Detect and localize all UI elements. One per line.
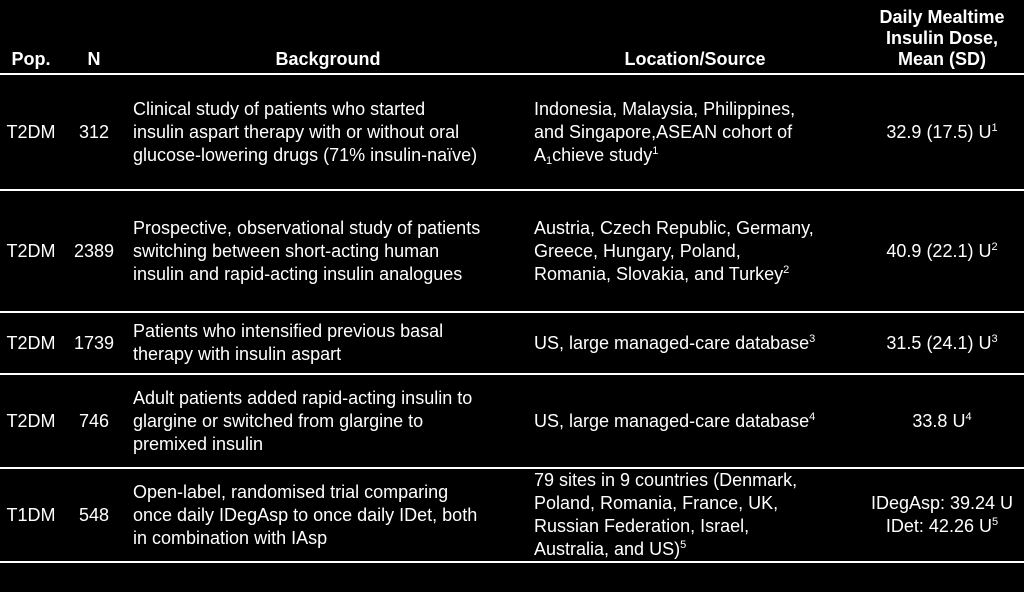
background-line: once daily IDegAsp to once daily IDet, both [133, 504, 478, 525]
background-line: therapy with insulin aspart [133, 344, 342, 364]
location-cell [530, 312, 860, 374]
header-pop: Pop. [11, 49, 51, 69]
location-line: Austria, Czech Republic, Germany, [534, 217, 814, 238]
pop-cell: T2DM [0, 74, 62, 190]
location-line: Greece, Hungary, Poland, [534, 240, 741, 261]
dose-cell [860, 468, 1024, 562]
pop-cell: T2DM [0, 374, 62, 468]
background-line: Adult patients added rapid-acting insulin to [133, 387, 473, 408]
dose-line: 40.9 (22.1) $U^2$ [886, 240, 998, 261]
dose-cell [860, 374, 1024, 468]
background-line: glargine or switched from glargine to [133, 410, 424, 431]
dose-line: 32.9 (17.5) $U^1$ [886, 121, 998, 142]
location-line: US, large managed-care database$^3$ [534, 332, 816, 353]
table-row [0, 74, 1024, 190]
n-cell: 746 [62, 374, 126, 468]
location-line: Russian Federation, Israel, [534, 516, 750, 536]
header-dose-line: Daily Mealtime [879, 7, 1005, 27]
location-line: Indonesia, Malaysia, Philippines, [534, 98, 796, 119]
background-cell [126, 190, 530, 312]
background-line: switching between short-acting human [133, 240, 440, 261]
table-row [0, 190, 1024, 312]
location-line: and Singapore,ASEAN cohort of [534, 121, 793, 142]
location-line: Romania, Slovakia, and Turkey$^2$ [534, 263, 790, 284]
location-line: $A_1chieve$ study$^1$ [534, 144, 659, 167]
header-background: Background [275, 49, 381, 69]
n-cell: 1739 [62, 312, 126, 374]
header-dose [860, 0, 1024, 74]
location-line: Poland, Romania, France, UK, [534, 493, 779, 513]
background-cell [126, 312, 530, 374]
location-line: 79 sites in 9 countries (Denmark, [534, 470, 798, 490]
background-line: Prospective, observational study of patients [133, 217, 481, 238]
pop-cell: T1DM [0, 468, 62, 562]
dose-line: IDegAsp: 39.24 U [870, 493, 1014, 513]
header-n: N [87, 49, 101, 69]
location-cell [530, 374, 860, 468]
background-line: glucose-lowering drugs (71% insulin-naïve) [133, 144, 478, 165]
table-row [0, 468, 1024, 562]
table-row [0, 374, 1024, 468]
background-line: Clinical study of patients who started [133, 98, 426, 119]
background-line: in combination with IAsp [133, 527, 328, 548]
dose-line: IDet: 42.26 $U^5$ [885, 516, 999, 536]
location-line: Australia, and US)$^5$ [534, 539, 687, 559]
background-cell [126, 468, 530, 562]
background-cell [126, 374, 530, 468]
n-cell: 2389 [62, 190, 126, 312]
header-dose-line: Insulin Dose, [885, 28, 999, 48]
background-line: Open-label, randomised trial comparing [133, 481, 449, 502]
dose-cell [860, 190, 1024, 312]
location-cell [530, 74, 860, 190]
dose-cell [860, 312, 1024, 374]
background-line: insulin aspart therapy with or without oral [133, 121, 460, 142]
n-cell: 312 [62, 74, 126, 190]
location-cell [530, 468, 860, 562]
header-dose-line: Mean (SD) [897, 49, 986, 69]
background-line: premixed insulin [133, 433, 264, 454]
background-cell [126, 74, 530, 190]
table-row [0, 312, 1024, 374]
background-line: Patients who intensified previous basal [133, 321, 444, 341]
pop-cell: T2DM [0, 312, 62, 374]
location-line: US, large managed-care database$^4$ [534, 410, 816, 431]
location-cell [530, 190, 860, 312]
n-cell: 548 [62, 468, 126, 562]
dose-cell [860, 74, 1024, 190]
dose-line: 31.5 (24.1) $U^3$ [886, 332, 998, 353]
pop-cell: T2DM [0, 190, 62, 312]
background-line: insulin and rapid-acting insulin analogues [133, 263, 463, 284]
header-row [0, 0, 1024, 74]
dose-line: 33.8 $U^4$ [912, 410, 972, 431]
header-location: Location/Source [624, 49, 766, 69]
